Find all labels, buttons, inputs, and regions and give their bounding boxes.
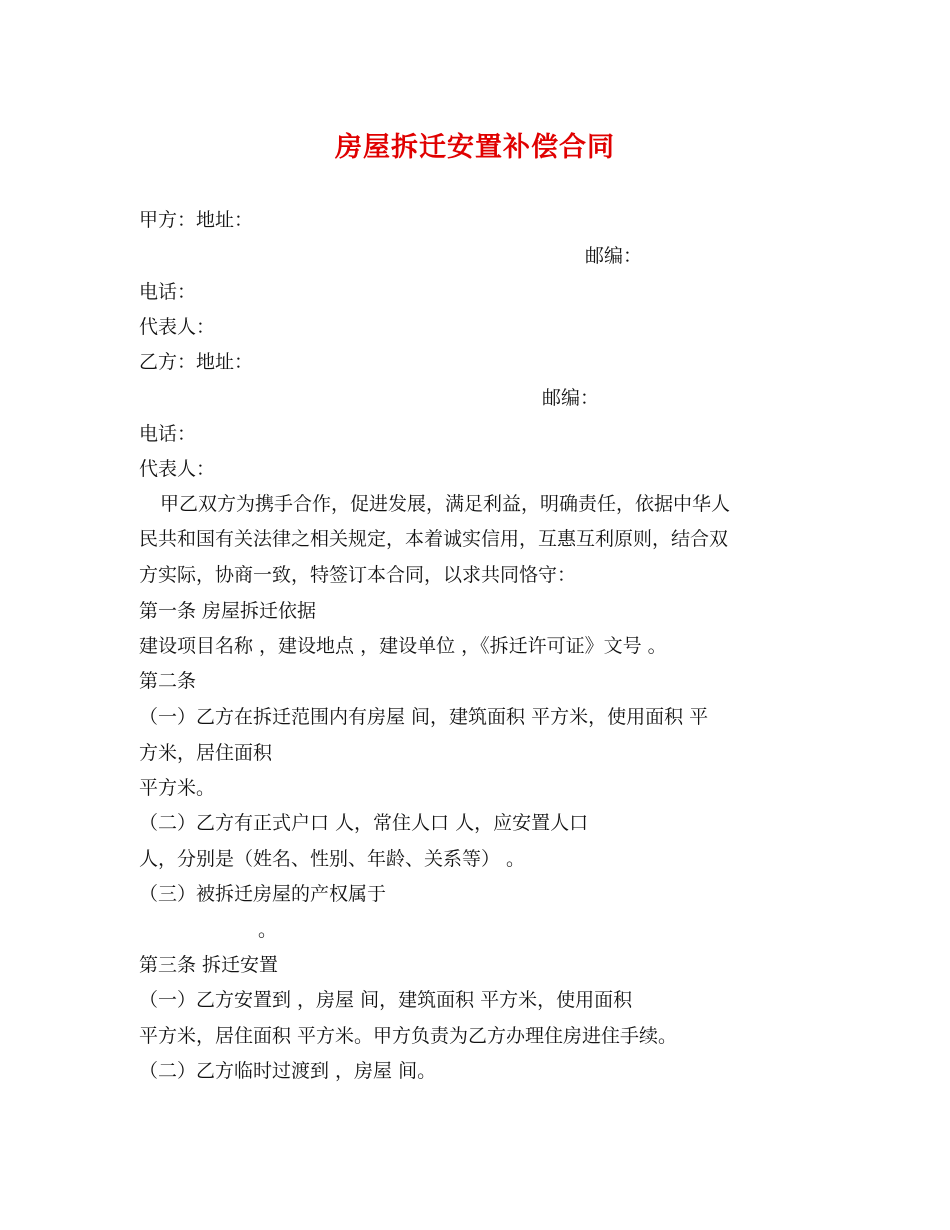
party-a-phone-label: 电话： [139, 281, 197, 303]
preamble-line: 甲乙双方为携手合作，促进发展，满足利益，明确责任，依据中华人 [160, 493, 731, 515]
party-a-address-label: 甲方：地址： [139, 209, 254, 231]
party-a-rep-label: 代表人： [139, 316, 216, 338]
article-2-line: 。 [258, 919, 278, 941]
article-3-heading: 第三条 拆迁安置 [139, 954, 279, 976]
party-b-postcode-label: 邮编： [542, 387, 600, 409]
article-3-line: （一）乙方安置到 ，房屋 间，建筑面积 平方米，使用面积 [139, 989, 633, 1011]
article-3-line: 平方米，居住面积 平方米。甲方负责为乙方办理住房进住手续。 [139, 1025, 678, 1047]
party-b-address-label: 乙方：地址： [139, 351, 254, 373]
article-2-line: （二）乙方有正式户口 人，常住人口 人，应安置人口 [139, 812, 589, 834]
article-2-line: 方米，居住面积 [139, 742, 273, 764]
article-3-line: （二）乙方临时过渡到 ，房屋 间。 [139, 1060, 437, 1082]
document-title: 房屋拆迁安置补偿合同 [335, 132, 615, 163]
preamble-line: 民共和国有关法律之相关规定，本着诚实信用，互惠互利原则，结合双 [139, 528, 729, 550]
preamble-line: 方实际，协商一致，特签订本合同，以求共同恪守： [139, 564, 577, 586]
article-2-line: 平方米。 [139, 777, 216, 799]
article-1-line: 建设项目名称 ，建设地点 ，建设单位 ，《拆迁许可证》文号 。 [139, 635, 667, 657]
article-2-line: （一）乙方在拆迁范围内有房屋 间，建筑面积 平方米，使用面积 平 [139, 706, 709, 728]
party-a-postcode-label: 邮编： [585, 245, 643, 267]
article-2-line: （三）被拆迁房屋的产权属于 [139, 883, 387, 905]
article-2-line: 人，分别是（姓名、性别、年龄、关系等） 。 [139, 848, 526, 870]
party-b-phone-label: 电话： [139, 423, 197, 445]
article-2-heading: 第二条 [139, 670, 197, 692]
party-b-rep-label: 代表人： [139, 458, 216, 480]
article-1-heading: 第一条 房屋拆迁依据 [139, 600, 317, 622]
